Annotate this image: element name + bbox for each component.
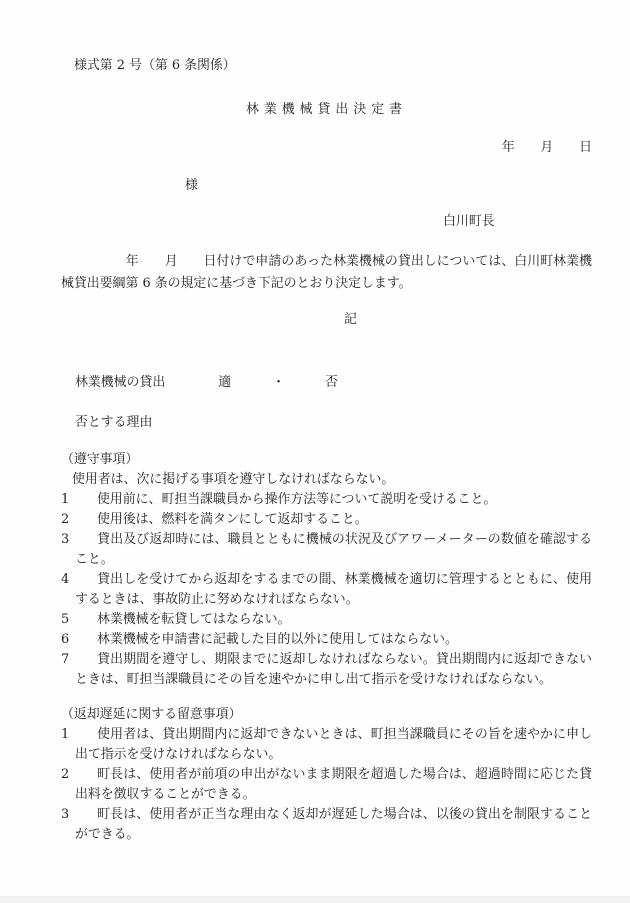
item-number: 2	[61, 512, 70, 527]
compliance-section-heading: （遵守事項）	[61, 452, 139, 467]
item-text: 使用者は、貸出期間内に返却できないときは、町担当課職員にその旨を速やかに申し出て指示を受けなければならない。	[75, 727, 592, 762]
item-text: 使用後は、燃料を満タンにして返却すること。	[97, 512, 368, 527]
rejection-reason-label: 否とする理由	[75, 415, 153, 430]
late-return-item-2	[61, 765, 592, 805]
compliance-item-6	[61, 630, 592, 650]
compliance-item-2	[61, 510, 592, 530]
compliance-item-4	[61, 570, 592, 610]
decision-option-reject: 否	[325, 375, 338, 390]
decision-separator: ・	[272, 375, 286, 390]
item-text: 町長は、使用者が正当な理由なく返却が遅延した場合は、以後の貸出を制限することができる。	[75, 807, 592, 842]
item-number: 4	[61, 572, 70, 587]
decision-option-approve: 適	[218, 375, 232, 390]
date-line: 年 月 日	[501, 140, 592, 155]
body-paragraph: 年 月 日付けで申請のあった林業機械の貸出しについては、白川町林業機械貸出要綱第 6 条の規定に基づき下記のとおり決定します。	[61, 254, 592, 291]
item-number: 1	[61, 727, 70, 742]
item-text: 林業機械を申請書に記載した目的以外に使用してはならない。	[97, 632, 458, 647]
record-marker: 記	[344, 312, 357, 327]
form-number: 様式第 2 号（第 6 条関係）	[74, 58, 236, 73]
late-return-item-1	[61, 725, 592, 765]
page-bottom-edge	[0, 896, 630, 903]
compliance-item-7	[61, 650, 592, 690]
item-number: 3	[61, 532, 70, 547]
decision-line	[75, 373, 592, 393]
item-number: 3	[61, 807, 70, 822]
late-return-item-3	[61, 805, 592, 845]
item-text: 貸出及び返却時には、職員とともに機械の状況及びアワーメーターの数値を確認すること。	[75, 532, 592, 567]
item-number: 1	[61, 492, 70, 507]
item-number: 5	[61, 612, 70, 627]
item-number: 6	[61, 632, 70, 647]
compliance-item-5	[61, 610, 592, 630]
document-title: 林業機械貸出決定書	[245, 102, 407, 117]
item-text: 貸出期間を遵守し、期限までに返却しなければならない。貸出期間内に返却できないときは、町担当課職員にその旨を速やかに申し出て指示を受けなければならない。	[75, 652, 592, 687]
sender-line: 白川町長	[443, 214, 495, 229]
decision-label: 林業機械の貸出	[75, 375, 166, 390]
item-text: 貸出しを受けてから返却をするまでの間、林業機械を適切に管理するとともに、使用するときは、事故防止に努めなければならない。	[75, 572, 592, 607]
item-number: 7	[61, 652, 70, 667]
compliance-item-1	[61, 490, 592, 510]
item-number: 2	[61, 767, 70, 782]
late-return-section-heading: （返却遅延に関する留意事項）	[61, 707, 242, 722]
item-text: 町長は、使用者が前項の申出がないまま期限を超過した場合は、超過時間に応じた貸出料を徴収することができる。	[75, 767, 592, 802]
compliance-intro: 使用者は、次に掲げる事項を遵守しなければならない。	[72, 472, 395, 487]
item-text: 林業機械を転貸してはならない。	[97, 612, 291, 627]
addressee-line: 様	[185, 178, 198, 193]
item-text: 使用前に、町担当課職員から操作方法等について説明を受けること。	[97, 492, 497, 507]
compliance-item-3	[61, 530, 592, 570]
